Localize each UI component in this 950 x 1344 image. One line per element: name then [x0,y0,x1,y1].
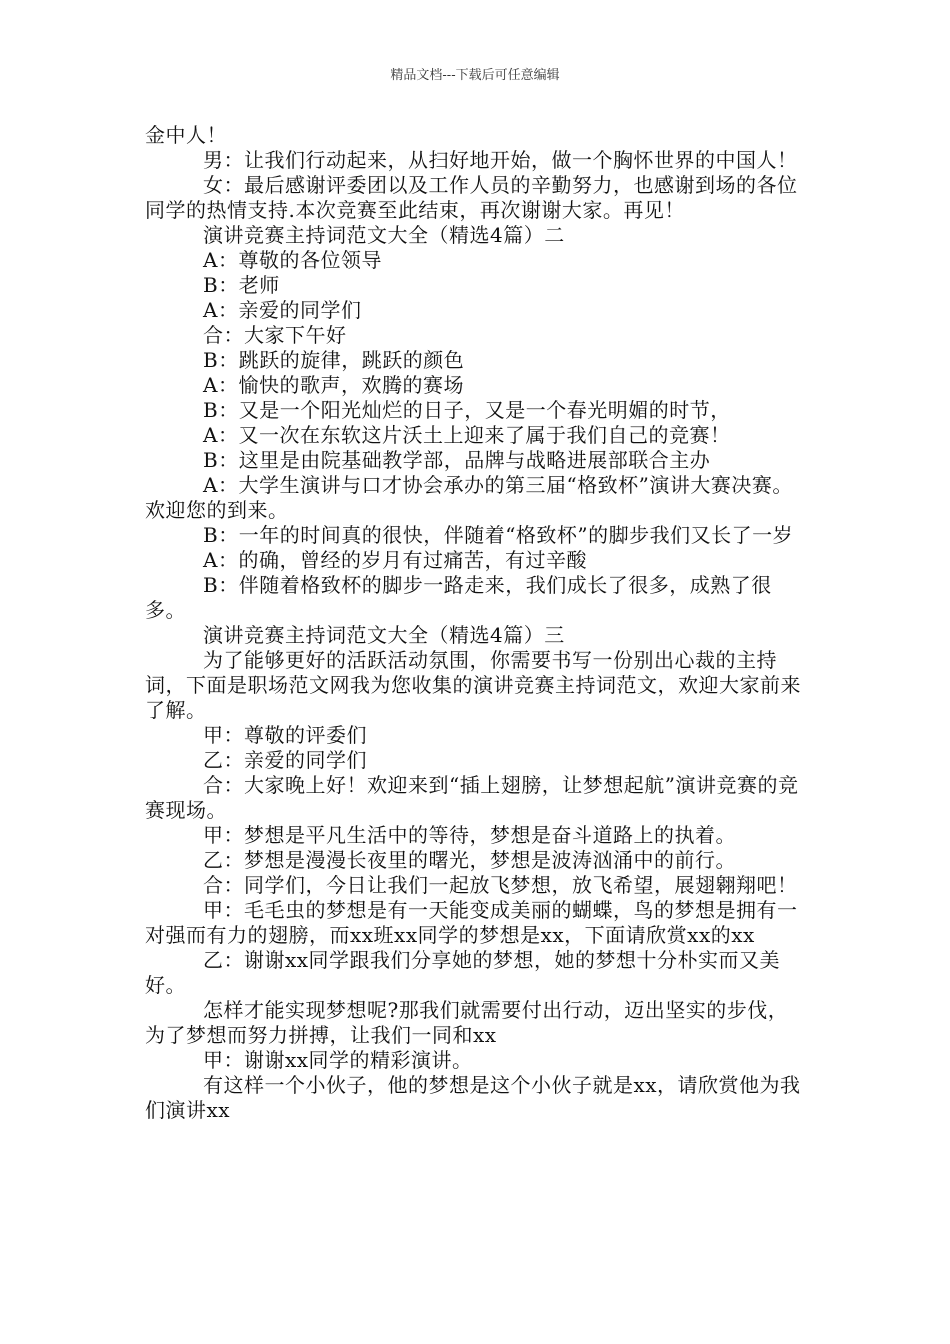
paragraph: 合：大家下午好 [203,323,347,347]
paragraph: A：的确，曾经的岁月有过痛苦，有过辛酸 [203,548,587,572]
paragraph: 为了能够更好的活跃活动氛围，你需要书写一份别出心裁的主持词，下面是职场范文网我为您收集的演讲竞赛主持词范文，欢迎大家前来了解。 [145,648,801,722]
paragraph: 甲：毛毛虫的梦想是有一天能变成美丽的蝴蝶，鸟的梦想是拥有一对强而有力的翅膀，而xx班xx同学的梦想是xx，下面请欣赏xx的xx [145,898,798,947]
paragraph: B：伴随着格致杯的脚步一路走来，我们成长了很多，成熟了很多。 [145,573,772,622]
paragraph: 乙：亲爱的同学们 [203,748,367,772]
paragraph: A：大学生演讲与口才协会承办的第三届“格致杯”演讲大赛决赛。欢迎您的到来。 [145,473,793,522]
paragraph: A：愉快的歌声，欢腾的赛场 [203,373,464,397]
paragraph: 乙：梦想是漫漫长夜里的曙光，梦想是波涛汹涌中的前行。 [203,848,736,872]
section-heading: 演讲竞赛主持词范文大全（精选4篇）二 [203,223,565,247]
page-header: 精品文档---下载后可任意编辑 [390,68,560,83]
document-body [145,123,807,1123]
paragraph: 金中人！ [145,123,227,147]
paragraph: 女：最后感谢评委团以及工作人员的辛勤努力，也感谢到场的各位同学的热情支持.本次竞赛至此结束，再次谢谢大家。再见！ [145,173,798,222]
paragraph: 合：同学们，今日让我们一起放飞梦想，放飞希望，展翅翱翔吧！ [203,873,798,897]
paragraph: B：这里是由院基础教学部，品牌与战略进展部联合主办 [203,448,711,472]
paragraph: 甲：尊敬的评委们 [203,723,367,747]
paragraph: 怎样才能实现梦想呢?那我们就需要付出行动，迈出坚实的步伐，为了梦想而努力拼搏，让我们一同和xx [145,998,789,1047]
paragraph: B：又是一个阳光灿烂的日子，又是一个春光明媚的时节， [203,398,731,422]
paragraph: 合：大家晚上好！欢迎来到“插上翅膀，让梦想起航”演讲竞赛的竞赛现场。 [145,773,799,822]
paragraph: A：又一次在东软这片沃土上迎来了属于我们自己的竞赛！ [203,423,731,447]
paragraph: B：跳跃的旋律，跳跃的颜色 [203,348,465,372]
paragraph: B：一年的时间真的很快，伴随着“格致杯”的脚步我们又长了一岁 [203,523,794,547]
paragraph: A：亲爱的同学们 [203,298,362,322]
paragraph: 乙：谢谢xx同学跟我们分享她的梦想，她的梦想十分朴实而又美好。 [145,948,781,997]
section-heading: 演讲竞赛主持词范文大全（精选4篇）三 [203,623,565,647]
paragraph: A：尊敬的各位领导 [203,248,382,272]
paragraph: 有这样一个小伙子，他的梦想是这个小伙子就是xx，请欣赏他为我们演讲xx [145,1073,801,1122]
paragraph: 男：让我们行动起来，从扫好地开始，做一个胸怀世界的中国人！ [203,148,798,172]
paragraph: 甲：谢谢xx同学的精彩演讲。 [203,1048,473,1072]
paragraph: B：老师 [203,273,280,297]
paragraph: 甲：梦想是平凡生活中的等待，梦想是奋斗道路上的执着。 [203,823,736,847]
